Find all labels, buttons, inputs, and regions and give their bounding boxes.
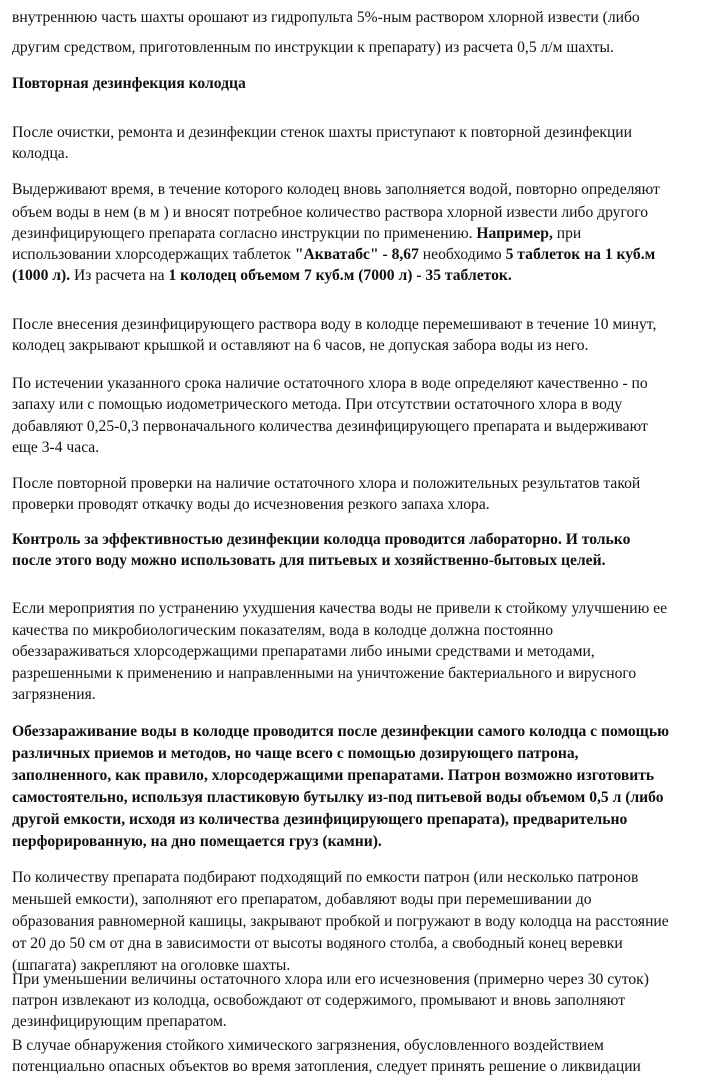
text-line: После очистки, ремонта и дезинфекции стенок шахты приступают к повторной дезинфекции (12, 124, 632, 141)
text-line: дезинфицирующим препаратом. (12, 1013, 227, 1030)
section-heading: Повторная дезинфекция колодца (12, 75, 246, 92)
text-line: заполненного, как правило, хлорсодержащими препаратами. Патрон возможно изготовить (12, 767, 655, 784)
text-line: запаху или с помощью иодометрического метода. При отсутствии остаточного хлора в воду (12, 396, 623, 413)
text-line: потенциально опасных объектов во время затопления, следует принять решение о ликвидации (12, 1058, 641, 1075)
text-line: патрон извлекают из колодца, освобождают от содержимого, промывают и вновь заполняют (12, 992, 626, 1009)
text-line: По количеству препарата подбирают подходящий по емкости патрон (или несколько патронов (12, 869, 639, 886)
text-line: другой емкости, исходя из количества дезинфицирующего препарата), предварительно (12, 811, 628, 828)
text-line: Обеззараживание воды в колодце проводится после дезинфекции самого колодца с помощью (12, 723, 669, 740)
text-line: обеззараживаться хлорсодержащими препаратами либо иными средствами и методами, (12, 643, 595, 660)
bold-run: Например, (476, 225, 553, 242)
text-run: Из расчета на (70, 267, 169, 284)
text-run: необходимо (418, 246, 506, 263)
text-line: самостоятельно, используя пластиковую бутылку из-под питьевой воды объемом 0,5 л (либо (12, 789, 664, 806)
text-line: После повторной проверки на наличие остаточного хлора и положительных результатов такой (12, 475, 641, 492)
text-line: проверки проводят откачку воды до исчезновения резкого запаха хлора. (12, 496, 490, 513)
text-line: внутреннюю часть шахты орошают из гидропульта 5%-ным раствором хлорной извести (либо (12, 9, 640, 26)
text-line: от 20 до 50 см от дна в зависимости от высоты водяного столба, а свободный конец веревки (12, 935, 623, 952)
bold-run: 1 колодец объемом 7 куб.м (7000 л) - 35 таблеток. (168, 267, 512, 284)
text-line (12, 266, 512, 286)
text-line (12, 245, 655, 265)
text-line: еще 3-4 часа. (12, 439, 100, 456)
text-line: Выдерживают время, в течение которого колодец вновь заполняется водой, повторно определяют (12, 181, 660, 198)
text-line: колодца. (12, 145, 69, 162)
text-line: разрешенными к применению и направленными на уничтожение бактериального и вирусного (12, 665, 637, 682)
text-line: перфорированную, на дно помещается груз (камни). (12, 833, 382, 850)
text-line: Если мероприятия по устранению ухудшения качества воды не привели к стойкому улучшению ее (12, 600, 667, 617)
text-line: добавляют 0,25-0,3 первоначального количества дезинфицирующего препарата и выдерживают (12, 418, 648, 435)
text-line: после этого воду можно использовать для питьевых и хозяйственно-бытовых целей. (12, 552, 606, 569)
text-run: при (552, 225, 582, 242)
text-line: (шпагата) закрепляют на оголовке шахты. (12, 957, 291, 974)
text-line: другим средством, приготовленным по инструкции к препарату) из расчета 0,5 л/м шахты. (12, 39, 614, 56)
bold-run: 5 таблеток на 1 куб.м (505, 246, 656, 263)
text-line: загрязнения. (12, 686, 96, 703)
text-line: меньшей емкости), заполняют его препаратом, добавляют воды при перемешивании до (12, 891, 592, 908)
text-line: При уменьшении величины остаточного хлора или его исчезновения (примерно через 30 суток) (12, 971, 649, 988)
text-run: дезинфицирующего препарата согласно инструкции по применению. (12, 225, 477, 242)
text-line: объем воды в нем (в м ) и вносят потребное количество раствора хлорной извести либо другого (12, 204, 649, 221)
bold-run: "Акватабс" - 8,67 (294, 246, 419, 263)
text-line: После внесения дезинфицирующего раствора воду в колодце перемешивают в течение 10 минут, (12, 316, 657, 333)
text-line: В случае обнаружения стойкого химического загрязнения, обусловленного воздействием (12, 1037, 604, 1054)
text-line: различных приемов и методов, но чаще всего с помощью дозирующего патрона, (12, 745, 579, 762)
text-line: качества по микробиологическим показателям, вода в колодце должна постоянно (12, 622, 553, 639)
text-line: колодец закрывают крышкой и оставляют на 6 часов, не допуская забора воды из него. (12, 337, 589, 354)
bold-run: (1000 л). (12, 267, 71, 284)
text-line: Контроль за эффективностью дезинфекции колодца проводится лабораторно. И только (12, 531, 631, 548)
text-line: образования равномерной кашицы, закрывают пробкой и погружают в воду колодца на расстояние (12, 913, 669, 930)
text-line: По истечении указанного срока наличие остаточного хлора в воде определяют качественно - по (12, 375, 648, 392)
text-line (12, 224, 581, 244)
text-run: использовании хлорсодержащих таблеток (12, 246, 295, 263)
